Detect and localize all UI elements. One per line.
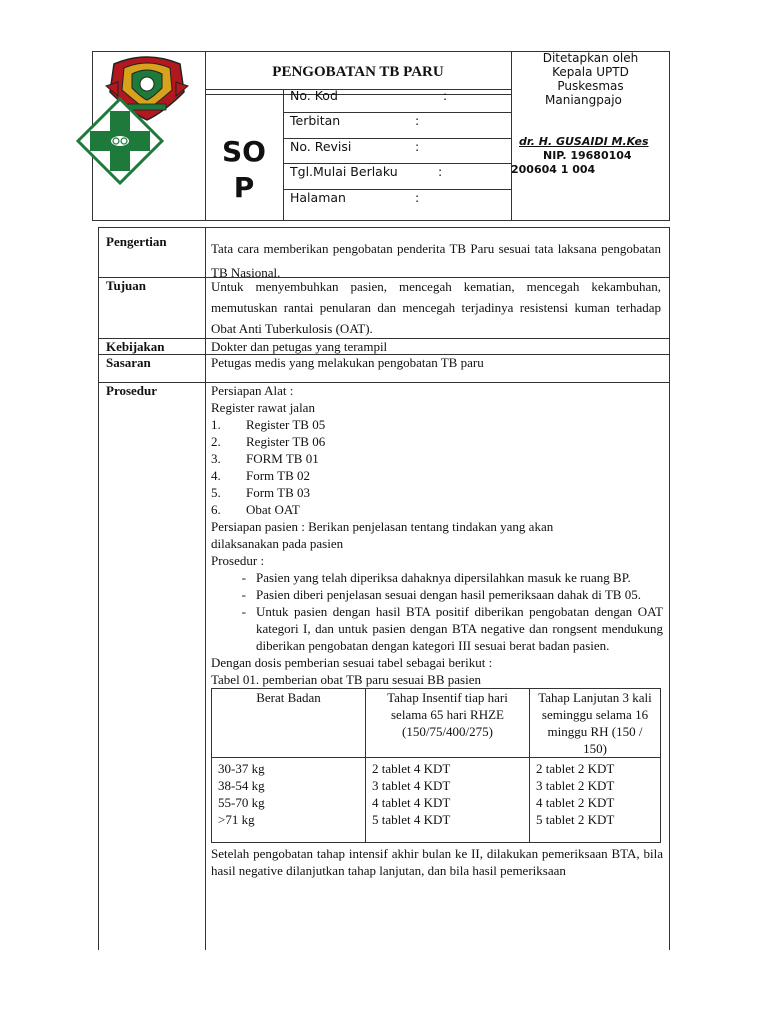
table-cell: 55-70 kg xyxy=(218,795,265,810)
field-label: No. Kod xyxy=(290,88,338,103)
table-cell: 3 tablet 4 KDT xyxy=(372,778,451,793)
table-cell: 5 tablet 2 KDT xyxy=(536,812,615,827)
field-tgl-mulai-berlaku xyxy=(290,164,398,179)
approval-line-3: Puskesmas xyxy=(557,79,624,93)
table-header-cell: Berat Badan xyxy=(212,689,366,758)
field-label: Terbitan xyxy=(290,113,341,128)
register-line: Register rawat jalan xyxy=(211,400,315,415)
field-no-revisi xyxy=(290,139,351,154)
dosage-table xyxy=(211,688,661,843)
table-cell-intensif xyxy=(366,758,530,843)
step-dash: - xyxy=(241,570,246,585)
table-body-row xyxy=(212,758,661,843)
field-label: Tgl.Mulai Berlaku xyxy=(290,164,398,179)
alat-list xyxy=(211,416,663,518)
approval-block xyxy=(512,51,669,93)
list-text: Form TB 03 xyxy=(246,485,311,500)
section-label-tujuan: Tujuan xyxy=(106,278,146,293)
list-item xyxy=(211,484,663,501)
sop-label xyxy=(205,134,283,206)
persiapan-pasien-line-1: Persiapan pasien : Berikan penjelasan tentang tindakan yang akan xyxy=(211,519,554,534)
closing-paragraph: Setelah pengobatan tahap intensif akhir bulan ke II, dilakukan pemeriksaan BTA, bila hasil negative dilanjutkan tahap lanjutan, dan bila hasil pemeriksaan xyxy=(211,846,663,878)
section-label-kebijakan: Kebijakan xyxy=(106,339,165,354)
list-item xyxy=(211,501,663,518)
field-label: Halaman xyxy=(290,190,346,205)
list-text: Form TB 02 xyxy=(246,468,311,483)
prosedur-heading: Prosedur : xyxy=(211,553,265,568)
persiapan-alat-heading: Persiapan Alat : xyxy=(211,383,294,398)
approval-line-1: Ditetapkan oleh xyxy=(542,51,639,65)
list-text: FORM TB 01 xyxy=(246,451,319,466)
step-text: Pasien yang telah diperiksa dahaknya dipersilahkan masuk ke ruang BP. xyxy=(256,570,631,585)
dosis-intro: Dengan dosis pemberian sesuai tabel sebagai berikut : xyxy=(211,655,493,670)
field-colon: : xyxy=(443,88,448,103)
section-text-kebijakan: Dokter dan petugas yang terampil xyxy=(211,339,388,354)
field-colon: : xyxy=(438,164,443,179)
section-label-sasaran: Sasaran xyxy=(106,355,151,370)
step-item xyxy=(211,603,663,654)
approval-line-4: Maniangpajo xyxy=(545,93,622,107)
list-item xyxy=(211,467,663,484)
document-title: PENGOBATAN TB PARU xyxy=(272,64,444,80)
approval-nip-2: 200604 1 004 xyxy=(511,163,596,176)
section-text-tujuan: Untuk menyembuhkan pasien, mencegah kematian, mencegah kekambuhan, memutuskan rantai penularan dan mencegah terjadinya resistensi kuman terhadap Obat Anti Tuberkulosis (OAT). xyxy=(211,279,661,336)
sop-line-1: SO xyxy=(222,135,266,168)
list-number: 5. xyxy=(211,485,221,500)
field-terbitan xyxy=(290,113,340,128)
field-colon: : xyxy=(415,190,420,205)
steps-list xyxy=(211,569,663,654)
table-cell: 2 tablet 4 KDT xyxy=(372,761,451,776)
table-header-cell: Tahap Lanjutan 3 kali seminggu selama 16 minggu RH (150 / 150) xyxy=(530,689,661,758)
list-text: Register TB 05 xyxy=(246,417,326,432)
list-number: 4. xyxy=(211,468,221,483)
puskesmas-logo-icon xyxy=(76,97,164,185)
table-cell: 38-54 kg xyxy=(218,778,265,793)
table-cell: 5 tablet 4 KDT xyxy=(372,812,451,827)
section-label-pengertian: Pengertian xyxy=(106,234,167,249)
step-text: Pasien diberi penjelasan sesuai dengan hasil pemeriksaan dahak di TB 05. xyxy=(256,587,641,602)
field-colon: : xyxy=(415,139,420,154)
field-halaman xyxy=(290,190,346,205)
table-cell-lanjutan xyxy=(530,758,661,843)
table-cell-weights xyxy=(212,758,366,843)
table-header-row xyxy=(212,689,661,758)
table-caption: Tabel 01. pemberian obat TB paru sesuai BB pasien xyxy=(211,672,481,687)
section-text-pengertian: Tata cara memberikan pengobatan penderita TB Paru sesuai tata laksana pengobatan TB Nasional. xyxy=(211,241,661,280)
table-cell: >71 kg xyxy=(218,812,255,827)
table-cell: 4 tablet 2 KDT xyxy=(536,795,615,810)
list-item xyxy=(211,433,663,450)
table-cell: 2 tablet 2 KDT xyxy=(536,761,615,776)
list-text: Obat OAT xyxy=(246,502,300,517)
step-text: Untuk pasien dengan hasil BTA positif diberikan pengobatan dengan OAT kategori I, dan untuk pasien dengan BTA negative dan rongsent mendukung diberikan pengobatan dengan kategori III sesuai berat badan pasien. xyxy=(256,604,663,653)
prosedur-content xyxy=(211,382,663,879)
field-label: No. Revisi xyxy=(290,139,352,154)
table-cell: 30-37 kg xyxy=(218,761,265,776)
list-number: 1. xyxy=(211,417,221,432)
table-cell: 3 tablet 2 KDT xyxy=(536,778,615,793)
list-item xyxy=(211,416,663,433)
approval-nip-1: NIP. 19680104 xyxy=(543,149,632,162)
field-no-kod xyxy=(290,88,338,103)
step-dash: - xyxy=(241,587,246,602)
list-number: 3. xyxy=(211,451,221,466)
step-item xyxy=(211,569,663,586)
list-number: 2. xyxy=(211,434,221,449)
list-item xyxy=(211,450,663,467)
list-number: 6. xyxy=(211,502,221,517)
field-colon: : xyxy=(415,113,420,128)
step-dash: - xyxy=(241,604,246,619)
sop-line-2: P xyxy=(233,171,255,204)
section-text-sasaran: Petugas medis yang melakukan pengobatan TB paru xyxy=(211,355,484,370)
approval-signer: dr. H. GUSAIDI M.Kes xyxy=(519,135,649,148)
persiapan-pasien-line-2: dilaksanakan pada pasien xyxy=(211,536,344,551)
approval-line-2: Kepala UPTD xyxy=(552,65,629,79)
list-text: Register TB 06 xyxy=(246,434,326,449)
table-header-cell: Tahap Insentif tiap hari selama 65 hari RHZE (150/75/400/275) xyxy=(366,689,530,758)
table-cell: 4 tablet 4 KDT xyxy=(372,795,451,810)
step-item xyxy=(211,586,663,603)
section-label-prosedur: Prosedur xyxy=(106,383,158,398)
